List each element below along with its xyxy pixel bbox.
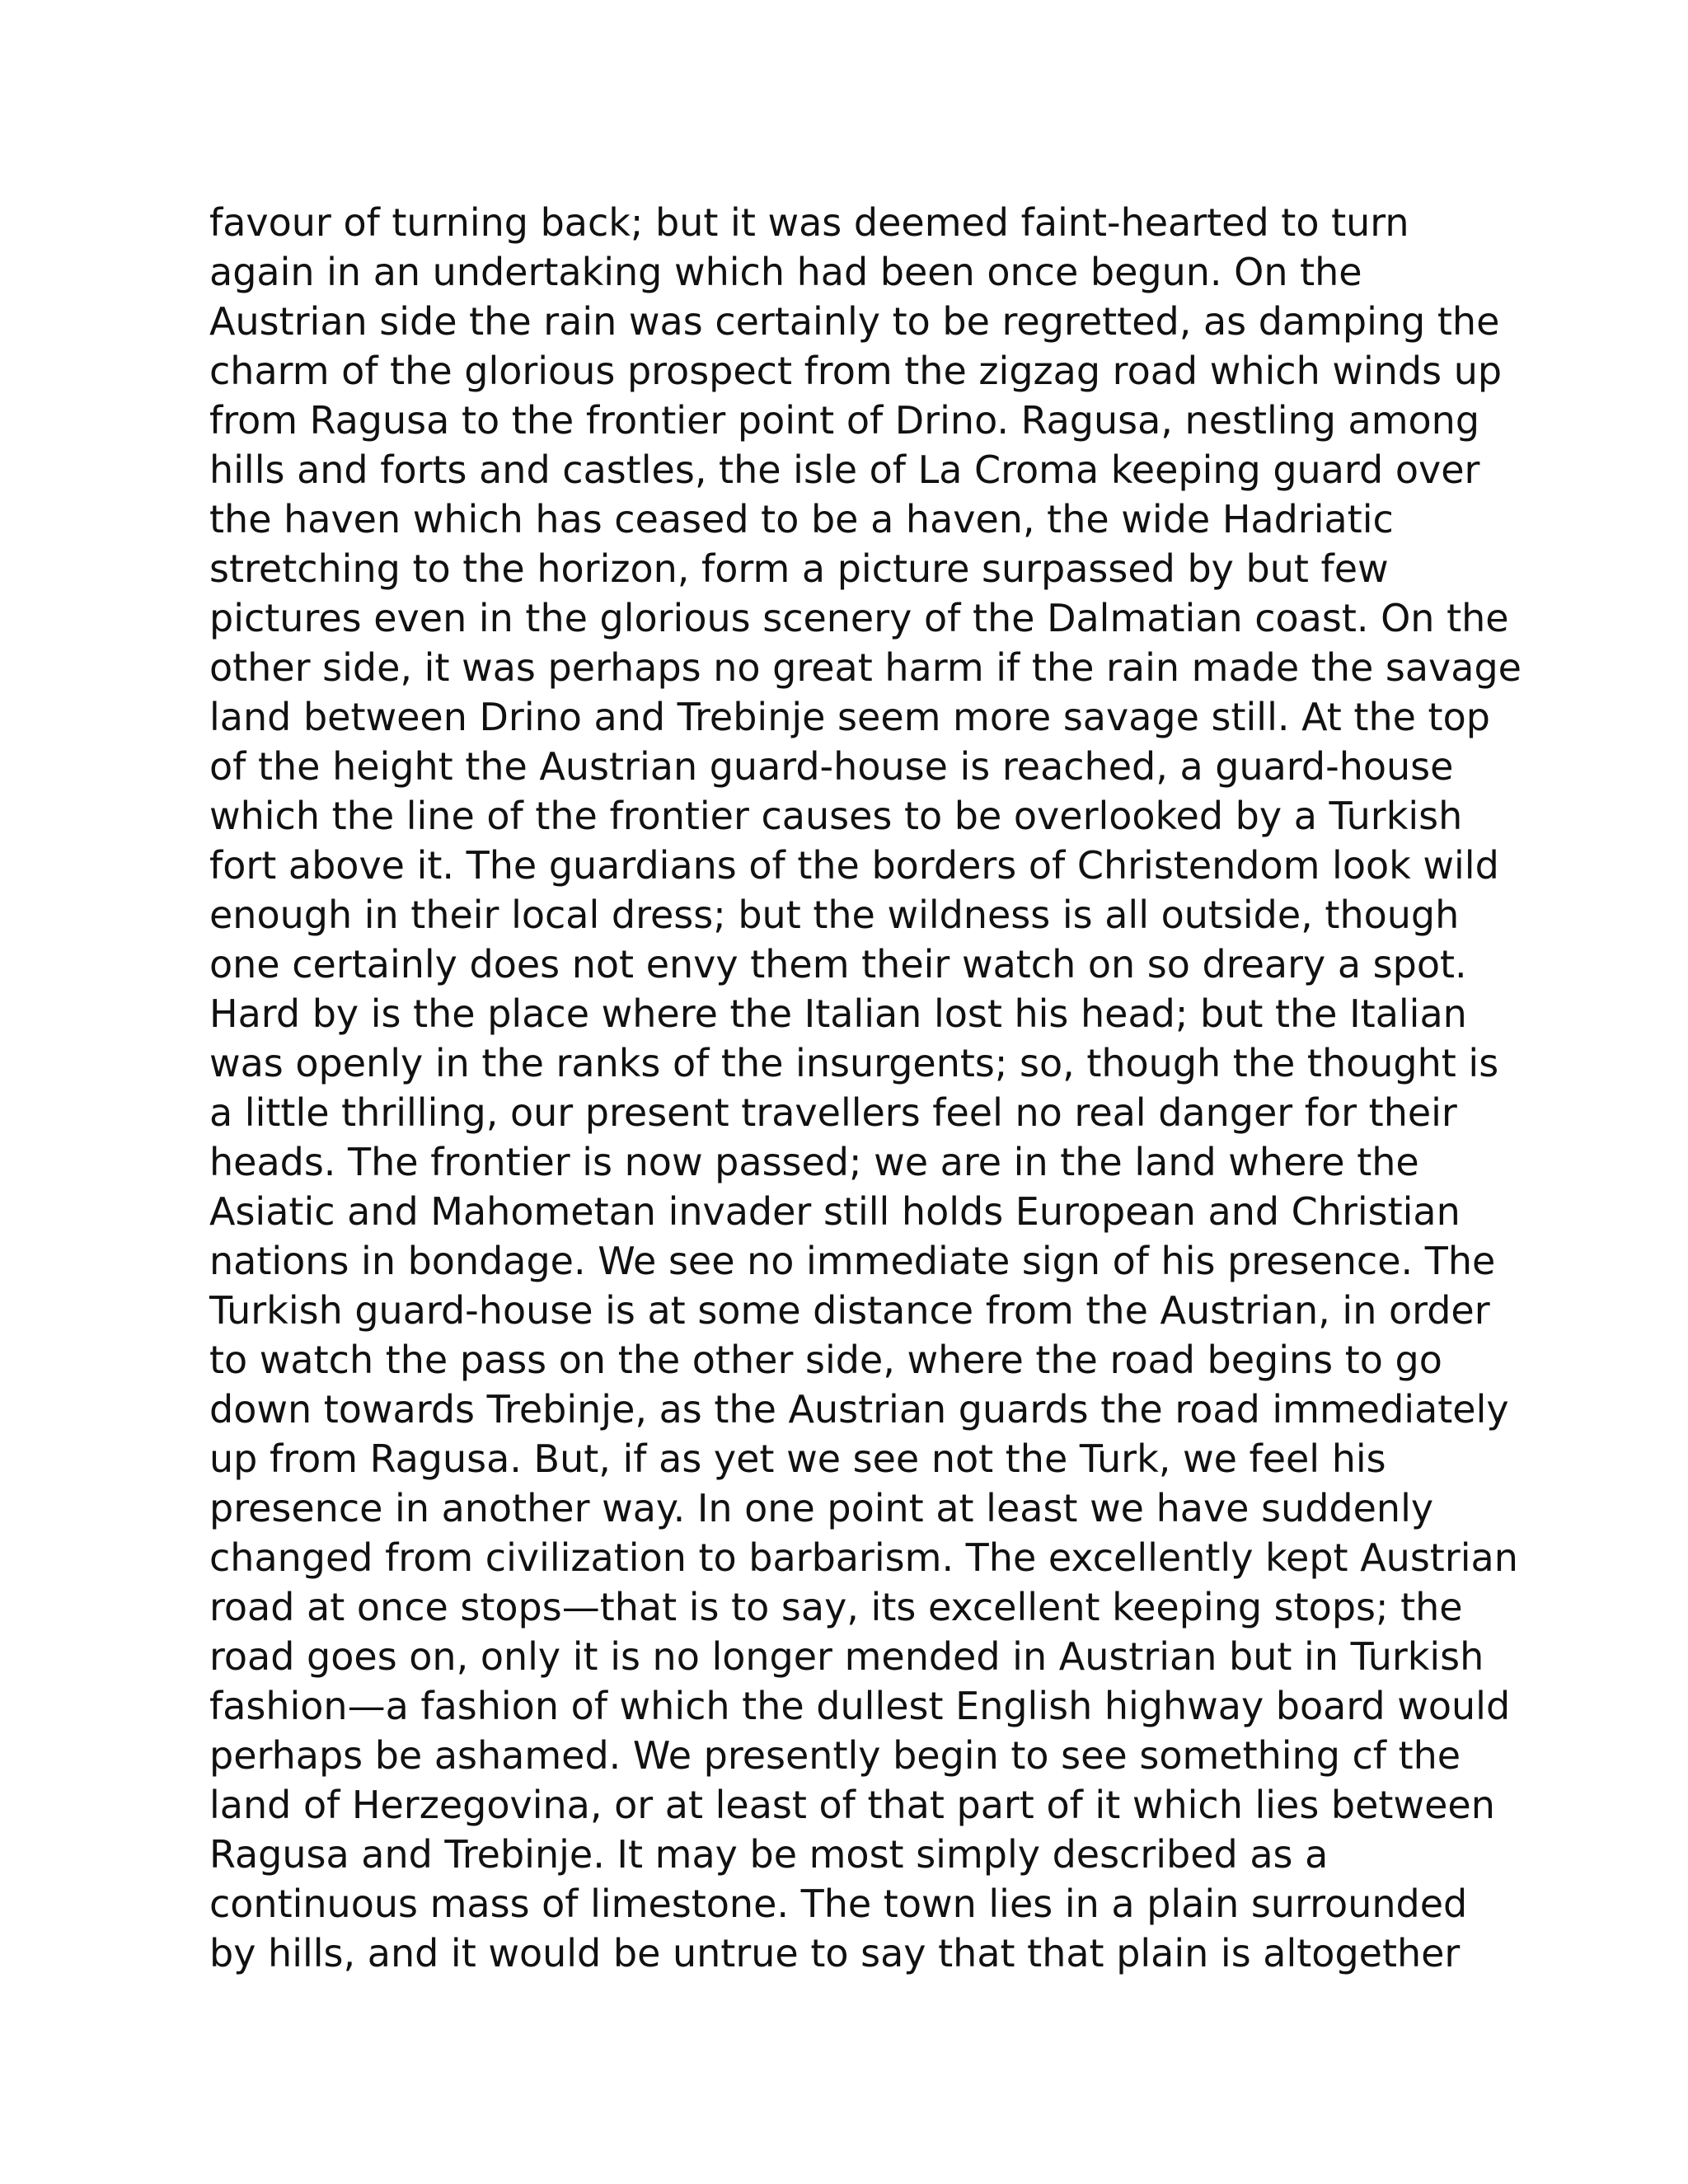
text-line: changed from civilization to barbarism. The excellently kept Austrian bbox=[209, 1535, 1518, 1580]
text-line: Asiatic and Mahometan invader still holds European and Christian bbox=[209, 1189, 1461, 1234]
text-line: up from Ragusa. But, if as yet we see not the Turk, we feel his bbox=[209, 1436, 1386, 1481]
text-line: nations in bondage. We see no immediate sign of his presence. The bbox=[209, 1239, 1496, 1283]
text-line: fashion—a fashion of which the dullest English highway board would bbox=[209, 1684, 1511, 1728]
text-line: favour of turning back; but it was deemed faint-hearted to turn bbox=[209, 200, 1409, 245]
text-line: by hills, and it would be untrue to say that that plain is altogether bbox=[209, 1931, 1461, 1975]
text-line: land of Herzegovina, or at least of that part of it which lies between bbox=[209, 1783, 1495, 1827]
text-line: a little thrilling, our present travellers feel no real danger for their bbox=[209, 1090, 1457, 1135]
text-line: Austrian side the rain was certainly to be regretted, as damping the bbox=[209, 299, 1500, 344]
text-line: down towards Trebinje, as the Austrian guards the road immediately bbox=[209, 1387, 1509, 1432]
text-line: Ragusa and Trebinje. It may be most simply described as a bbox=[209, 1832, 1329, 1877]
text-line: enough in their local dress; but the wildness is all outside, though bbox=[209, 893, 1460, 937]
text-line: road goes on, only it is no longer mended in Austrian but in Turkish bbox=[209, 1634, 1484, 1679]
text-line: road at once stops—that is to say, its excellent keeping stops; the bbox=[209, 1585, 1463, 1629]
text-line: stretching to the horizon, form a picture surpassed by but few bbox=[209, 546, 1389, 591]
body-text bbox=[209, 198, 1522, 1978]
text-line: from Ragusa to the frontier point of Drino. Ragusa, nestling among bbox=[209, 398, 1480, 443]
text-line: charm of the glorious prospect from the zigzag road which winds up bbox=[209, 349, 1503, 393]
text-line: to watch the pass on the other side, where the road begins to go bbox=[209, 1338, 1442, 1382]
text-line: again in an undertaking which had been once begun. On the bbox=[209, 250, 1362, 294]
text-line: pictures even in the glorious scenery of the Dalmatian coast. On the bbox=[209, 596, 1509, 640]
text-line: perhaps be ashamed. We presently begin to see something cf the bbox=[209, 1733, 1461, 1778]
text-line: fort above it. The guardians of the borders of Christendom look wild bbox=[209, 843, 1499, 888]
text-line: hills and forts and castles, the isle of La Croma keeping guard over bbox=[209, 448, 1480, 492]
text-line: which the line of the frontier causes to be overlooked by a Turkish bbox=[209, 794, 1463, 838]
text-line: continuous mass of limestone. The town lies in a plain surrounded bbox=[209, 1882, 1468, 1926]
text-line: other side, it was perhaps no great harm if the rain made the savage bbox=[209, 645, 1522, 690]
text-line: Turkish guard-house is at some distance from the Austrian, in order bbox=[209, 1288, 1490, 1333]
text-line: of the height the Austrian guard-house is reached, a guard-house bbox=[209, 744, 1454, 789]
text-line: the haven which has ceased to be a haven, the wide Hadriatic bbox=[209, 497, 1394, 541]
text-line: land between Drino and Trebinje seem more savage still. At the top bbox=[209, 695, 1490, 739]
text-line: presence in another way. In one point at least we have suddenly bbox=[209, 1486, 1434, 1530]
text-line: Hard by is the place where the Italian lost his head; but the Italian bbox=[209, 991, 1467, 1036]
text-line: heads. The frontier is now passed; we are in the land where the bbox=[209, 1140, 1419, 1184]
text-line: one certainly does not envy them their watch on so dreary a spot. bbox=[209, 942, 1467, 987]
text-line: was openly in the ranks of the insurgents; so, though the thought is bbox=[209, 1041, 1499, 1085]
